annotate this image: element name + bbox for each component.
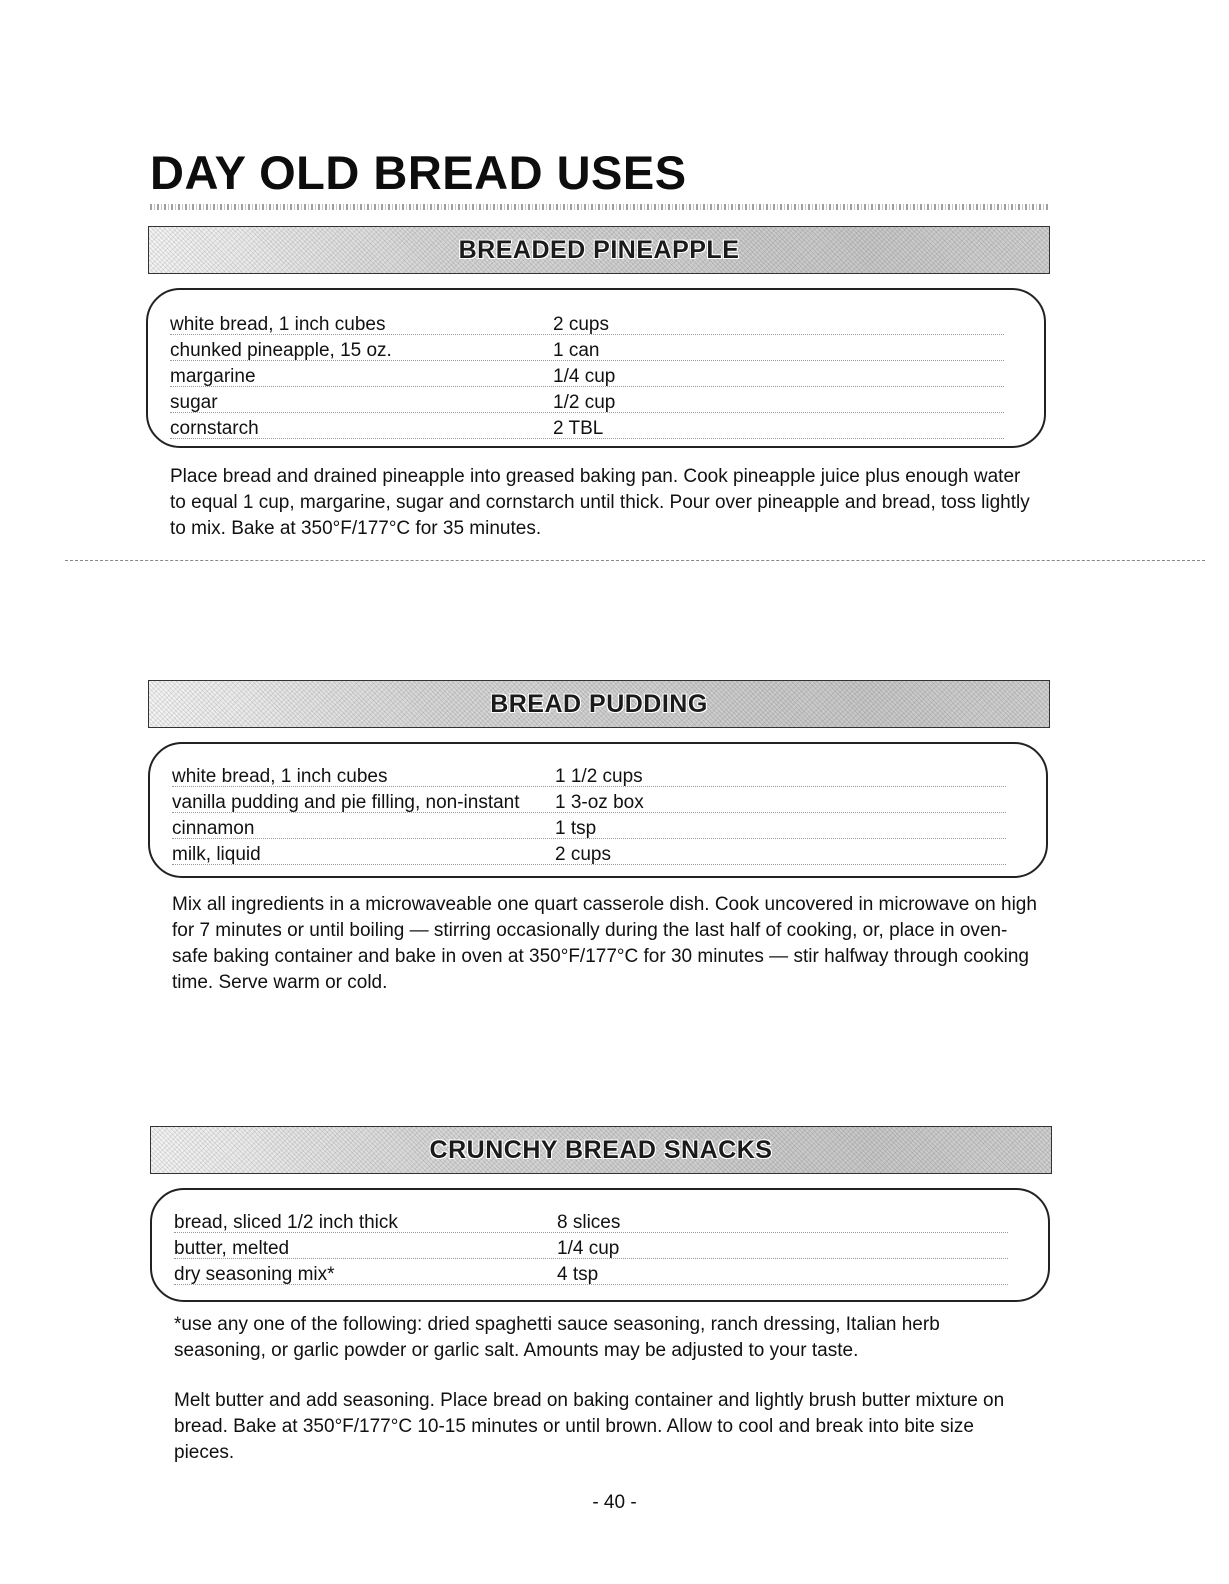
ingredient-name: bread, sliced 1/2 inch thick [174, 1212, 398, 1233]
ingredients-box-crunchy-bread-snacks [150, 1188, 1050, 1302]
ingredient-amount: 2 cups [555, 844, 611, 865]
ingredient-row [172, 816, 1046, 842]
ingredient-row [170, 364, 1044, 390]
ingredient-name: cinnamon [172, 818, 255, 839]
ingredient-amount: 1 can [553, 340, 600, 361]
ingredient-row [170, 416, 1044, 442]
ingredient-name: butter, melted [174, 1238, 290, 1259]
recipe-title: BREADED PINEAPPLE [458, 235, 740, 264]
ingredient-name: sugar [170, 392, 218, 413]
section-divider [65, 560, 1205, 561]
ingredient-name: vanilla pudding and pie filling, non-instant [172, 792, 520, 813]
seasoning-note: *use any one of the following: dried spaghetti sauce seasoning, ranch dressing, Italian herb seasoning, or garlic powder or garlic salt. Amounts may be adjusted to your taste. [174, 1314, 940, 1361]
ingredient-amount: 1 tsp [555, 818, 597, 839]
recipe-directions: Melt butter and add seasoning. Place bread on baking container and lightly brush butter mixture on bread. Bake at 350°F/177°C 10-15 minutes or until brown. Allow to cool and break into bite size pieces. [174, 1390, 1005, 1463]
ingredient-row [172, 764, 1046, 790]
ingredient-amount: 1/2 cup [553, 392, 616, 413]
ingredient-row [174, 1262, 1048, 1288]
page-number: - 40 - [592, 1492, 637, 1513]
recipe-directions: Mix all ingredients in a microwaveable one quart casserole dish. Cook uncovered in microwave on high for 7 minutes or until boiling — stirring occasionally during the last half of cooking, or, place in oven-safe baking container and bake in oven at 350°F/177°C for 30 minutes — stir halfway through cooking time. Serve warm or cold. [172, 894, 1037, 993]
ingredient-name: white bread, 1 inch cubes [172, 766, 388, 787]
recipe-header-breaded-pineapple [148, 226, 1050, 274]
ingredient-amount: 1/4 cup [557, 1238, 620, 1259]
ingredient-amount: 1 3-oz box [555, 792, 644, 813]
recipe-title: BREAD PUDDING [490, 689, 708, 718]
ingredient-row [174, 1236, 1048, 1262]
ingredients-box-breaded-pineapple [146, 288, 1046, 448]
ingredient-row [170, 312, 1044, 338]
ingredient-row [172, 842, 1046, 868]
ingredient-name: white bread, 1 inch cubes [170, 314, 386, 335]
ingredient-amount: 2 TBL [553, 418, 604, 439]
ingredient-amount: 4 tsp [557, 1264, 599, 1285]
ingredients-box-bread-pudding [148, 742, 1048, 878]
ingredient-amount: 1 1/2 cups [555, 766, 643, 787]
title-rule [150, 204, 1048, 210]
ingredient-name: dry seasoning mix* [174, 1264, 335, 1285]
ingredient-row [174, 1210, 1048, 1236]
recipe-header-bread-pudding [148, 680, 1050, 728]
ingredient-amount: 8 slices [557, 1212, 621, 1233]
page-title: DAY OLD BREAD USES [150, 146, 687, 199]
ingredient-amount: 2 cups [553, 314, 609, 335]
ingredient-name: cornstarch [170, 418, 259, 439]
recipe-directions: Place bread and drained pineapple into greased baking pan. Cook pineapple juice plus enough water to equal 1 cup, margarine, sugar and cornstarch until thick. Pour over pineapple and bread, toss lightly to mix. Bake at 350°F/177°C for 35 minutes. [170, 466, 1030, 539]
recipe-header-crunchy-bread-snacks [150, 1126, 1052, 1174]
ingredient-row [172, 790, 1046, 816]
ingredient-row [170, 338, 1044, 364]
recipe-title: CRUNCHY BREAD SNACKS [429, 1135, 773, 1164]
ingredient-name: margarine [170, 366, 256, 387]
ingredient-row [170, 390, 1044, 416]
ingredient-name: chunked pineapple, 15 oz. [170, 340, 392, 361]
ingredient-amount: 1/4 cup [553, 366, 616, 387]
ingredient-name: milk, liquid [172, 844, 261, 865]
